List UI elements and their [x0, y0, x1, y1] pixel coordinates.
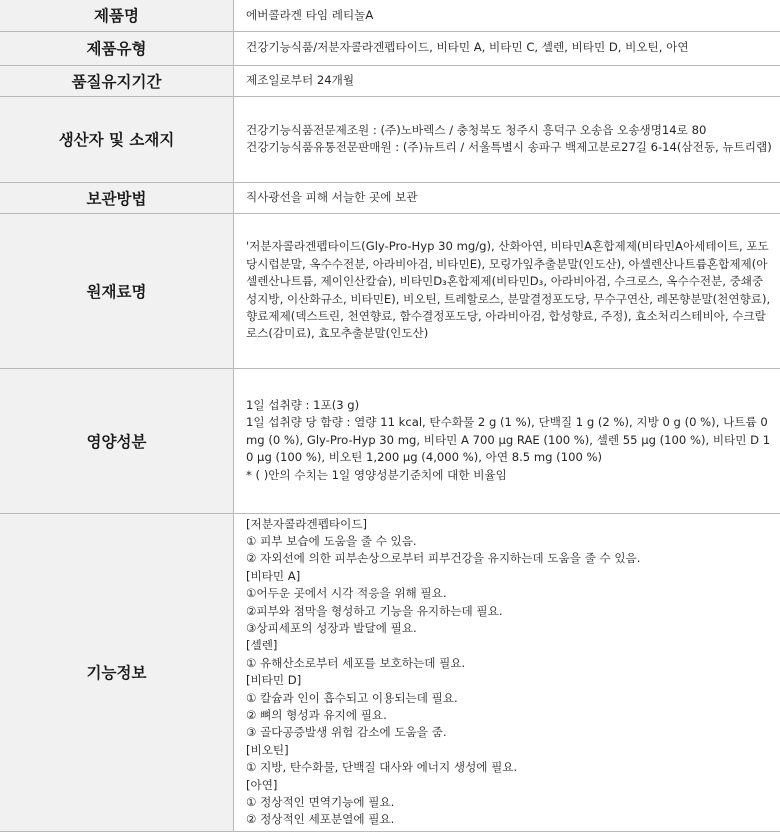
value-line: [셀렌]: [246, 637, 774, 654]
value-line: ③ 골다공증발생 위험 감소에 도움을 줌.: [246, 724, 774, 741]
value-line: 직사광선을 피해 서늘한 곳에 보관: [246, 189, 774, 206]
info-row: [0, 65, 780, 96]
info-row: [0, 513, 780, 831]
value-line: ③상피세포의 성장과 발달에 필요.: [246, 620, 774, 637]
row-label: 제품유형: [0, 31, 234, 65]
info-row: [0, 368, 780, 513]
value-line: [비타민 D]: [246, 672, 774, 689]
row-value: [234, 368, 780, 513]
value-line: 건강기능식품유통전문판매원 : (주)뉴트리 / 서울특별시 송파구 백제고분로27길 6-14(삼전동, 뉴트리랩): [246, 139, 774, 156]
value-line: ② 정상적인 세포분열에 필요.: [246, 811, 774, 828]
info-row: [0, 31, 780, 65]
row-label: 품질유지기간: [0, 65, 234, 96]
value-line: [비오틴]: [246, 742, 774, 759]
info-row: [0, 182, 780, 213]
row-value: [234, 182, 780, 213]
value-line: '저분자콜라겐펩타이드(Gly-Pro-Hyp 30 mg/g), 산화아연, 비타민A혼합제제(비타민A아세테이트, 포도당시럽분말, 옥수수전분, 아라비아검, 비타민E), 모링가잎추출분말(인도산), 아셀렌산나트륨혼합제제(아셀렌산나트륨, 제이인산칼슘), 비타민D₃혼합제제(비타민D₃, 아라비아검, 수크로스, 옥수수전분, 중쇄중성지방, 이산화규소, 비타민E), 비오틴, 트레할로스, 분말결정포도당, 무수구연산, 레몬향분말(천연향료), 향료제제(덱스트린, 천연향료, 함수결정포도당, 아라비아검, 합성향료, 주정), 효소처리스테비아, 수크랄로스(감미료), 효모추출분말(인도산): [246, 238, 774, 342]
value-line: [저분자콜라겐펩타이드]: [246, 516, 774, 533]
row-value: [234, 96, 780, 182]
value-line: 건강기능식품전문제조원 : (주)노바렉스 / 충청북도 청주시 흥덕구 오송읍 오송생명14로 80: [246, 122, 774, 139]
value-line: 에버콜라겐 타임 레티놀A: [246, 7, 774, 24]
row-label: 원재료명: [0, 213, 234, 368]
value-line: [아연]: [246, 777, 774, 794]
value-line: 1일 섭취량 : 1포(3 g): [246, 397, 774, 414]
value-line: 건강기능식품/저분자콜라겐펩타이드, 비타민 A, 비타민 C, 셀렌, 비타민 D, 비오틴, 아연: [246, 39, 774, 56]
row-value: [234, 513, 780, 831]
value-line: [비타민 A]: [246, 568, 774, 585]
value-line: ①어두운 곳에서 시각 적응을 위해 필요.: [246, 585, 774, 602]
row-value: [234, 65, 780, 96]
row-label: 보관방법: [0, 182, 234, 213]
value-line: ② 뼈의 형성과 유지에 필요.: [246, 707, 774, 724]
row-label: 영양성분: [0, 368, 234, 513]
value-line: ① 칼슘과 인이 흡수되고 이용되는데 필요.: [246, 690, 774, 707]
value-line: 제조일로부터 24개월: [246, 72, 774, 89]
value-line: ① 정상적인 면역기능에 필요.: [246, 794, 774, 811]
row-label: 제품명: [0, 0, 234, 31]
value-line: ① 유해산소로부터 세포를 보호하는데 필요.: [246, 655, 774, 672]
value-line: * ( )안의 수치는 1일 영양성분기준치에 대한 비율임: [246, 467, 774, 484]
info-row: [0, 0, 780, 31]
value-line: ① 피부 보습에 도움을 줄 수 있음.: [246, 533, 774, 550]
row-value: [234, 0, 780, 31]
value-line: ② 자외선에 의한 피부손상으로부터 피부건강을 유지하는데 도움을 줄 수 있음.: [246, 550, 774, 567]
info-row: [0, 213, 780, 368]
row-label: 생산자 및 소재지: [0, 96, 234, 182]
row-value: [234, 213, 780, 368]
row-label: 기능정보: [0, 513, 234, 831]
value-line: ②피부와 점막을 형성하고 기능을 유지하는데 필요.: [246, 603, 774, 620]
value-line: ① 지방, 탄수화물, 단백질 대사와 에너지 생성에 필요.: [246, 759, 774, 776]
info-row: [0, 96, 780, 182]
value-line: 1일 섭취량 당 함량 : 열량 11 kcal, 탄수화물 2 g (1 %), 단백질 1 g (2 %), 지방 0 g (0 %), 나트륨 0 mg (0 %), Gly-Pro-Hyp 30 mg, 비타민 A 700 μg RAE (100 %), 셀렌 55 μg (100 %), 비타민 D 10 μg (100 %), 비오틴 1,200 μg (4,000 %), 아연 8.5 mg (100 %): [246, 414, 774, 466]
row-value: [234, 31, 780, 65]
